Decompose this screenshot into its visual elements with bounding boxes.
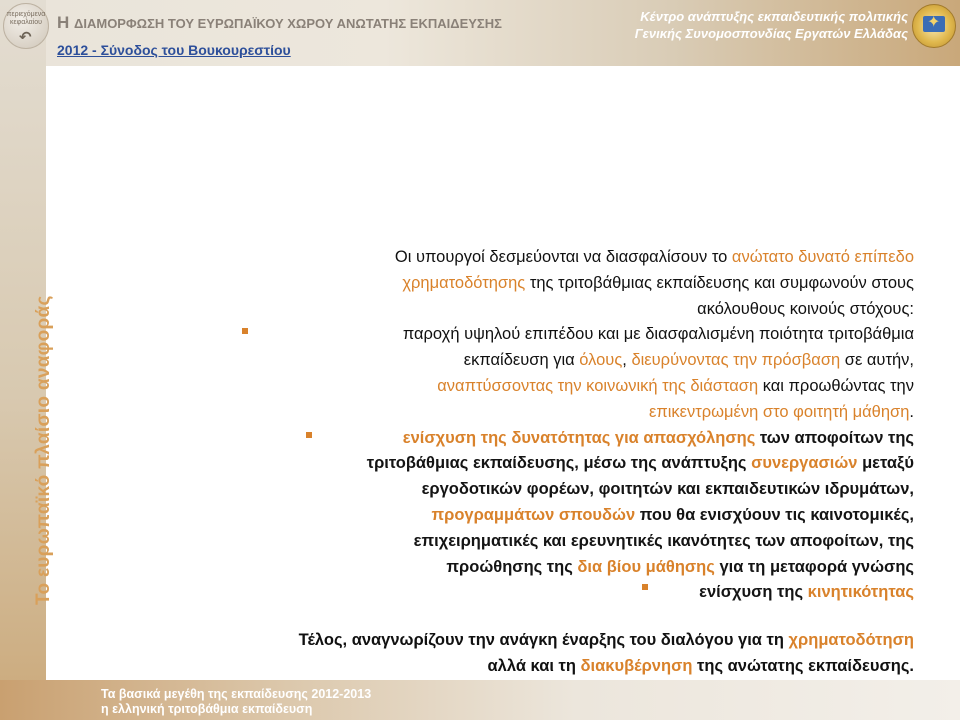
highlight-text: κινητικότητας xyxy=(807,583,914,602)
highlight-text: διευρύνοντας την πρόσβαση xyxy=(631,351,841,370)
text-run: προώθησης της xyxy=(446,557,578,576)
highlight-text: ανώτατο δυνατό επίπεδο xyxy=(731,248,914,266)
highlight-text: αναπτύσσοντας την κοινωνική της διάσταση xyxy=(437,376,759,395)
highlight-text: διακυβέρνηση xyxy=(580,656,693,675)
organization-name xyxy=(635,8,908,42)
text-run: ενίσχυση της xyxy=(699,583,808,602)
highlight-text: δια βίου μάθησης xyxy=(577,557,715,576)
subtitle-link[interactable]: 2012 - Σύνοδος του Βουκουρεστίου xyxy=(57,42,291,58)
main-text xyxy=(180,245,914,606)
bullet-square-icon xyxy=(242,328,248,334)
bullet2-line-4 xyxy=(180,503,914,529)
footer-line-2: η ελληνική τριτοβάθμια εκπαίδευση xyxy=(101,702,313,716)
bullet1-line-2 xyxy=(180,348,914,374)
bullet1-line-4 xyxy=(180,400,914,426)
text-run: για τη μεταφορά γνώσης xyxy=(714,557,914,576)
highlight-text: επικεντρωμένη στο φοιτητή μάθηση xyxy=(648,402,910,421)
bullet2-line-1 xyxy=(180,426,914,452)
intro-line-1 xyxy=(180,245,914,271)
organization-line-2: Γενικής Συνομοσπονδίας Εργατών Ελλάδας xyxy=(634,26,908,41)
bullet-square-icon xyxy=(306,432,312,438)
chapter-contents-button[interactable] xyxy=(3,3,49,49)
bullet-square-icon xyxy=(642,584,648,590)
text-run: των αποφοίτων της xyxy=(755,428,914,447)
closing-line-1 xyxy=(190,628,914,654)
highlight-text: συνεργασιών xyxy=(751,454,858,473)
text-run: της τριτοβάθμιας εκπαίδευσης και συμφωνούν στους xyxy=(525,273,914,292)
page-title xyxy=(57,13,502,33)
bullet2-line-6 xyxy=(180,555,914,581)
logo-star-icon: ✦ xyxy=(927,12,941,31)
closing-line-2 xyxy=(190,654,914,680)
bullet1-line-1 xyxy=(180,322,914,348)
page-title-initial: Η xyxy=(57,13,70,32)
highlight-text: ενίσχυση της δυνατότητας για απασχόλησης xyxy=(402,428,756,447)
text-run: Τέλος, αναγνωρίζουν την ανάγκη έναρξης του διαλόγου για τη xyxy=(298,631,789,649)
text-run: μεταξύ xyxy=(857,454,914,473)
footer-line-1: Τα βασικά μεγέθη της εκπαίδευσης 2012-2013 xyxy=(101,687,372,701)
text-run: ακόλουθους κοινούς στόχους: xyxy=(697,299,914,318)
text-run: αλλά και τη xyxy=(487,656,581,675)
intro-line-3 xyxy=(180,297,914,323)
highlight-text: προγραμμάτων σπουδών xyxy=(431,505,636,524)
text-run: . xyxy=(909,402,914,421)
bullet2-line-5 xyxy=(180,529,914,555)
text-run: εργοδοτικών φορέων, φοιτητών και εκπαιδευτικών ιδρυμάτων, xyxy=(421,480,914,499)
back-arrow-icon: ↶ xyxy=(19,28,32,46)
text-run: που θα ενισχύουν τις καινοτομικές, xyxy=(635,505,914,524)
page-title-rest: ΔΙΑΜΟΡΦΩΣΗ ΤΟΥ ΕΥΡΩΠΑΪΚΟΥ ΧΩΡΟΥ ΑΝΩΤΑΤΗΣ ΕΚΠΑΙΔΕΥΣΗΣ xyxy=(74,16,502,31)
highlight-text: χρηματοδότηση xyxy=(788,631,914,649)
text-run: και προωθώντας την xyxy=(758,376,914,395)
bullet2-line-3 xyxy=(180,477,914,503)
highlight-text: χρηματοδότησης xyxy=(402,273,526,292)
bullet1-line-3 xyxy=(180,374,914,400)
text-run: επιχειρηματικές και ερευνητικές ικανότητες των αποφοίτων, της xyxy=(413,531,914,550)
text-run: εκπαίδευση για xyxy=(463,351,580,370)
text-run: Οι υπουργοί δεσμεύονται να διασφαλίσουν το xyxy=(394,248,732,266)
intro-line-2 xyxy=(180,271,914,297)
organization-logo xyxy=(912,4,956,48)
bullet3-line-1 xyxy=(180,580,914,606)
chapter-contents-label: περιεχόμενα κεφαλαίου xyxy=(6,11,46,26)
organization-line-1: Κέντρο ανάπτυξης εκπαιδευτικής πολιτικής xyxy=(640,9,908,24)
sidebar-vertical-title: Το ευρωπαϊκό πλαίσιο αναφοράς xyxy=(33,295,54,605)
text-run: τριτοβάθμιας εκπαίδευσης, μέσω της ανάπτυξης xyxy=(366,454,752,473)
text-run: σε αυτήν, xyxy=(840,351,914,370)
text-run: παροχή υψηλού επιπέδου και με διασφαλισμένη ποιότητα τριτοβάθμια xyxy=(402,325,914,344)
bullet2-line-2 xyxy=(180,451,914,477)
highlight-text: όλους xyxy=(579,351,623,370)
closing-text xyxy=(190,628,914,680)
text-run: της ανώτατης εκπαίδευσης. xyxy=(692,656,914,675)
text-run: , xyxy=(622,351,632,370)
footer-text xyxy=(101,687,371,717)
